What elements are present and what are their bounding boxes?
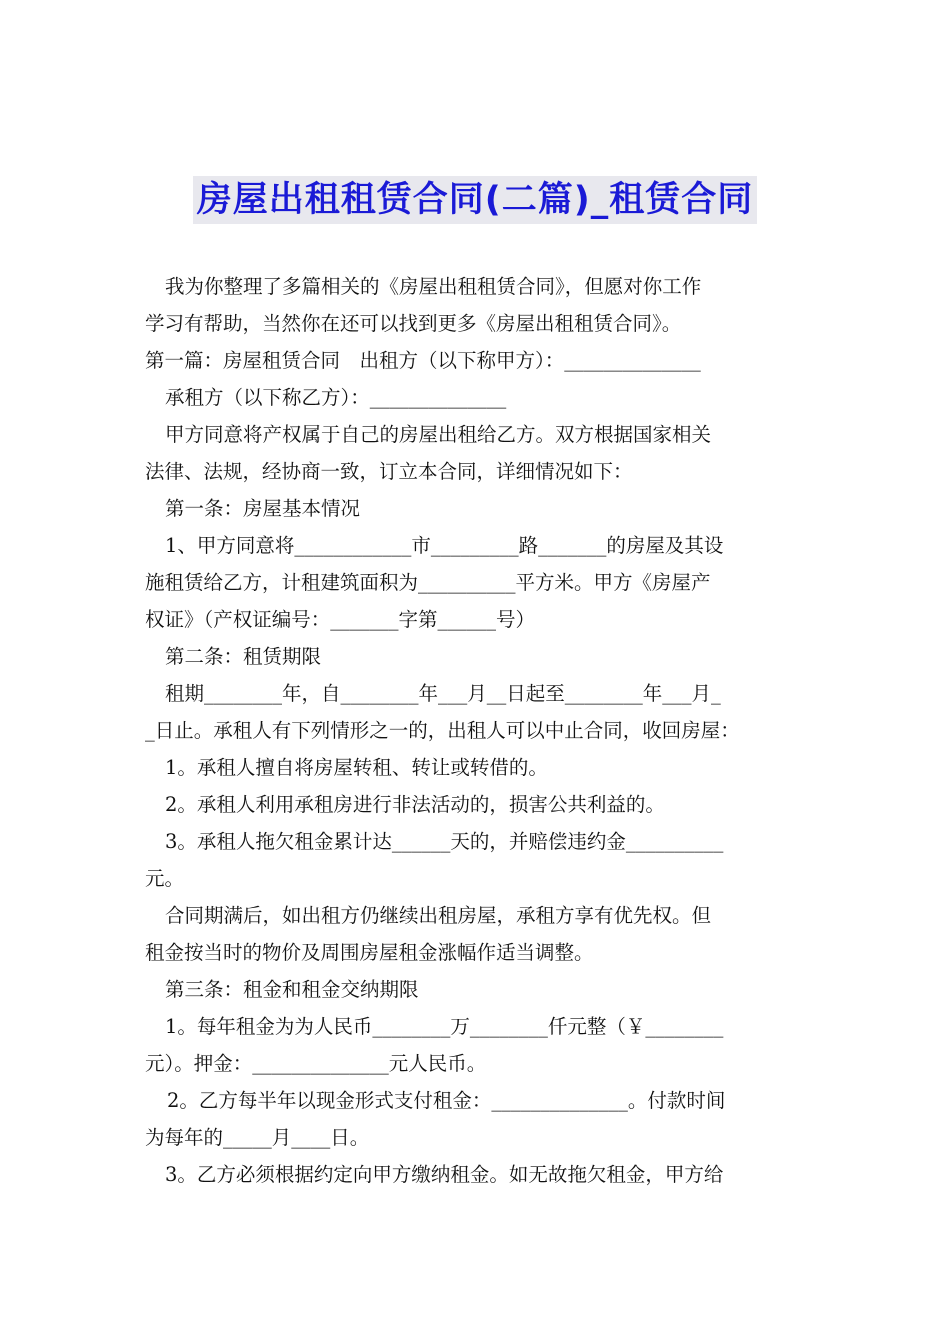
paragraph-line: 3。乙方必须根据约定向甲方缴纳租金。如无故拖欠租金，甲方给 — [165, 1163, 724, 1186]
paragraph-line: 元。 — [145, 867, 185, 890]
paragraph-line: 租期________年，自________年___月__日起至________年___月_ — [165, 682, 721, 705]
paragraph-line: 第一篇：房屋租赁合同 出租方（以下称甲方）：______________ — [145, 349, 701, 372]
paragraph-line: 2。承租人利用承租房进行非法活动的，损害公共利益的。 — [165, 793, 665, 816]
section-heading: 第三条：租金和租金交纳期限 — [165, 978, 419, 1001]
paragraph-line: 1。承租人擅自将房屋转租、转让或转借的。 — [165, 756, 548, 779]
paragraph-line: 施租赁给乙方，计租建筑面积为__________平方米。甲方《房屋产 — [145, 571, 711, 594]
document-title: 房屋出租租赁合同(二篇)_租赁合同 — [193, 176, 758, 224]
paragraph-line: 为每年的_____月____日。 — [145, 1126, 370, 1149]
paragraph-line: 元）。押金：______________元人民币。 — [145, 1052, 487, 1075]
paragraph-line: 1。每年租金为为人民币________万________仟元整（￥________ — [165, 1015, 724, 1038]
paragraph-line: 法律、法规，经协商一致，订立本合同，详细情况如下： — [145, 460, 633, 483]
paragraph-line: _日止。承租人有下列情形之一的，出租人可以中止合同，收回房屋： — [145, 719, 740, 742]
paragraph-line: 学习有帮助，当然你在还可以找到更多《房屋出租租赁合同》。 — [145, 312, 682, 335]
section-heading: 第一条：房屋基本情况 — [165, 497, 361, 520]
paragraph-line: 2。乙方每半年以现金形式支付租金：______________。付款时间 — [167, 1089, 726, 1112]
paragraph-line: 甲方同意将产权属于自己的房屋出租给乙方。双方根据国家相关 — [165, 423, 712, 446]
paragraph-line: 承租方（以下称乙方）：______________ — [165, 386, 507, 409]
paragraph-line: 权证》（产权证编号：_______字第______号） — [145, 608, 536, 631]
paragraph-line: 1、甲方同意将____________市_________路_______的房屋及其设 — [165, 534, 724, 557]
paragraph-line: 租金按当时的物价及周围房屋租金涨幅作适当调整。 — [145, 941, 594, 964]
paragraph-line: 合同期满后，如出租方仍继续出租房屋，承租方享有优先权。但 — [165, 904, 712, 927]
paragraph-line: 3。承租人拖欠租金累计达______天的，并赔偿违约金__________ — [165, 830, 724, 853]
document-body — [145, 268, 813, 1193]
title-container — [0, 176, 950, 224]
paragraph-line: 我为你整理了多篇相关的《房屋出租租赁合同》，但愿对你工作 — [165, 275, 702, 298]
section-heading: 第二条：租赁期限 — [165, 645, 322, 668]
